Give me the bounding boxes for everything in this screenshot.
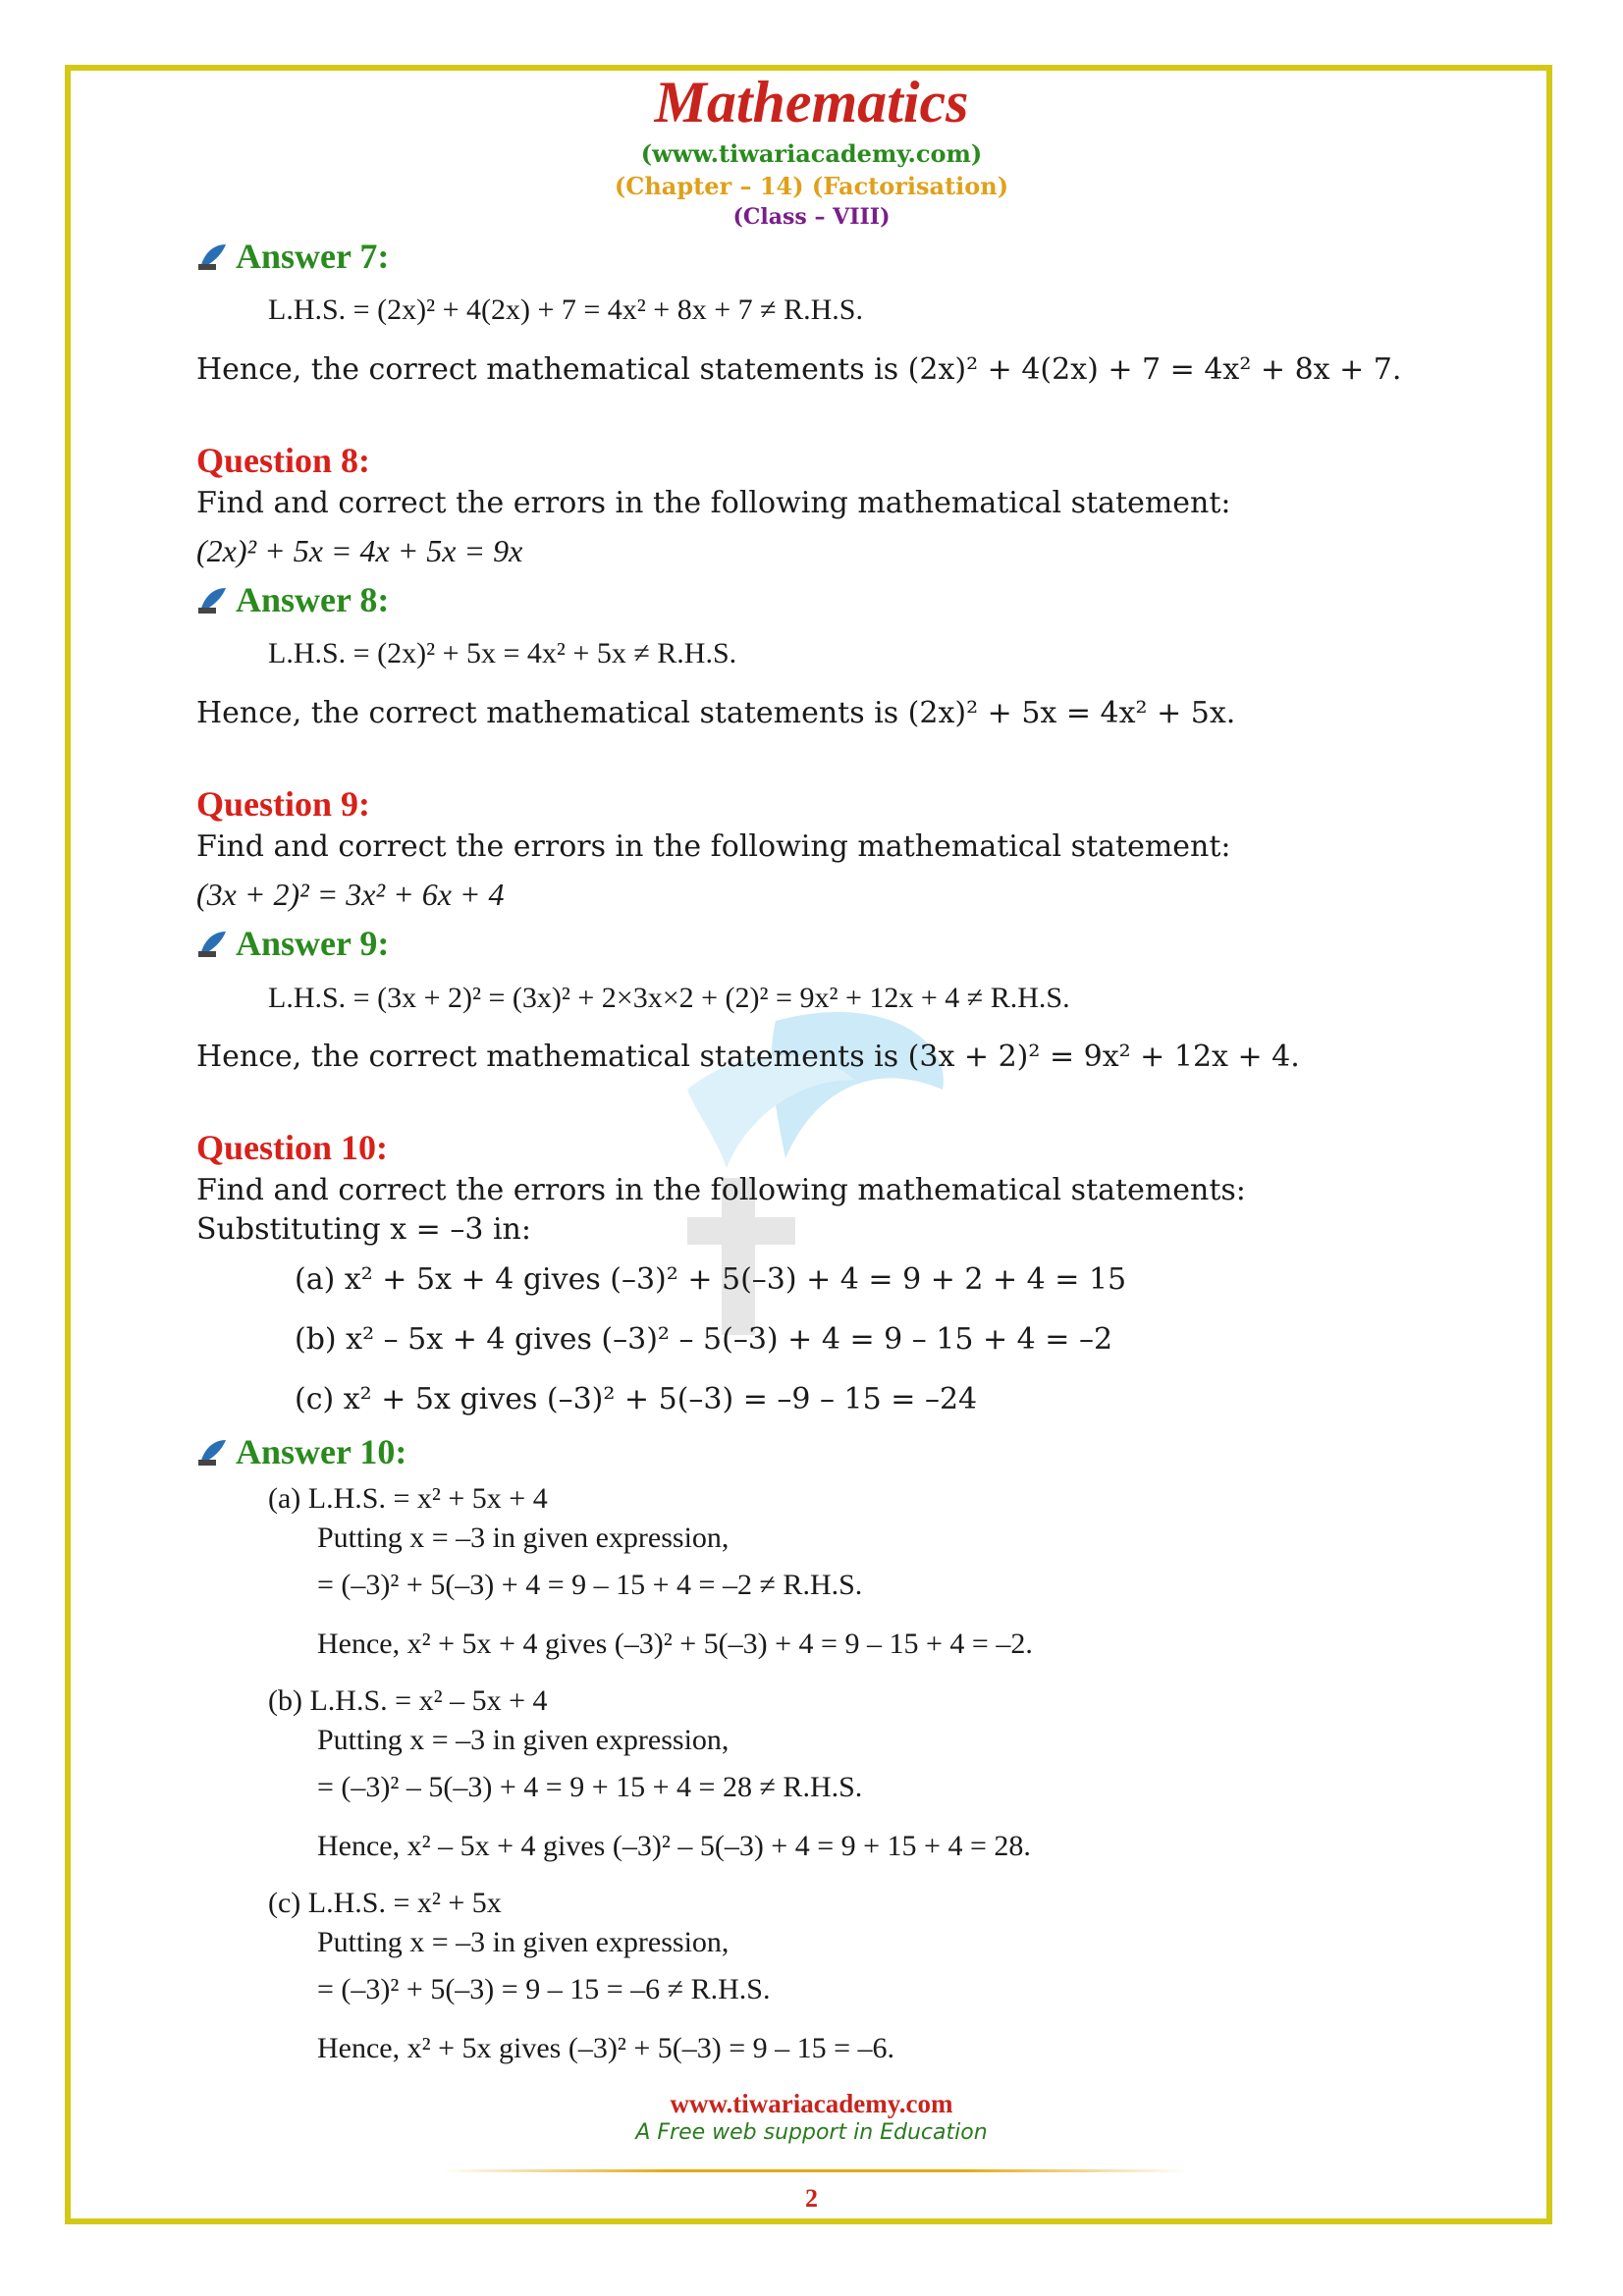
- footer-divider: [442, 2169, 1188, 2172]
- question-9-text: Find and correct the errors in the following mathematical statement:: [196, 829, 1231, 864]
- question-9-heading: Question 9:: [196, 784, 371, 824]
- answer-8-heading: [196, 581, 389, 618]
- answer-10-b-hence: Hence, x² – 5x + 4 gives (–3)² – 5(–3) + 4 = 9 + 15 + 4 = 28.: [317, 1830, 1031, 1862]
- question-8-heading: Question 8:: [196, 441, 371, 480]
- answer-9-heading: [196, 925, 389, 962]
- page-title: Mathematics: [654, 70, 969, 134]
- question-10-part-a: (a) x² + 5x + 4 gives (–3)² + 5(–3) + 4 = 9 + 2 + 4 = 15: [295, 1262, 1127, 1297]
- header-chapter: (Chapter – 14) (Factorisation): [614, 172, 1009, 200]
- answer-10-b-putting: Putting x = –3 in given expression,: [317, 1724, 730, 1756]
- answer-7-heading: [196, 238, 389, 275]
- answer-8-hence: Hence, the correct mathematical statements is (2x)² + 5x = 4x² + 5x.: [196, 696, 1236, 730]
- answer-10-c-putting: Putting x = –3 in given expression,: [317, 1926, 730, 1958]
- header-site: (www.tiwariacademy.com): [640, 139, 983, 168]
- answer-10-c-hence: Hence, x² + 5x gives (–3)² + 5(–3) = 9 – 15 = –6.: [317, 2032, 895, 2064]
- question-10-part-b: (b) x² – 5x + 4 gives (–3)² – 5(–3) + 4 = 9 – 15 + 4 = –2: [295, 1322, 1113, 1357]
- answer-10-b-lhs: (b) L.H.S. = x² – 5x + 4: [268, 1684, 548, 1717]
- question-10-substitution: Substituting x = –3 in:: [196, 1212, 531, 1247]
- answer-10-c-equation: = (–3)² + 5(–3) = 9 – 15 = –6 ≠ R.H.S.: [317, 1973, 771, 2005]
- header-class: (Class – VIII): [732, 204, 891, 230]
- answer-10-heading: [196, 1433, 406, 1470]
- answer-10-a-hence: Hence, x² + 5x + 4 gives (–3)² + 5(–3) + 4 = 9 – 15 + 4 = –2.: [317, 1628, 1033, 1660]
- answer-10-c-lhs: (c) L.H.S. = x² + 5x: [268, 1887, 502, 1919]
- answer-7-hence: Hence, the correct mathematical statements is (2x)² + 4(2x) + 7 = 4x² + 8x + 7.: [196, 352, 1402, 387]
- answer-7-label: Answer 7:: [236, 237, 390, 276]
- answer-10-a-equation: = (–3)² + 5(–3) + 4 = 9 – 15 + 4 = –2 ≠ R.H.S.: [317, 1569, 863, 1601]
- answer-10-a-putting: Putting x = –3 in given expression,: [317, 1522, 730, 1554]
- answer-10-a-lhs: (a) L.H.S. = x² + 5x + 4: [268, 1482, 548, 1515]
- footer-site-link[interactable]: www.tiwariacademy.com: [670, 2089, 953, 2118]
- answer-8-label: Answer 8:: [236, 580, 390, 619]
- answer-7-lhs: L.H.S. = (2x)² + 4(2x) + 7 = 4x² + 8x + 7 ≠ R.H.S.: [268, 294, 863, 326]
- question-8-text: Find and correct the errors in the following mathematical statement:: [196, 486, 1231, 520]
- answer-8-lhs: L.H.S. = (2x)² + 5x = 4x² + 5x ≠ R.H.S.: [268, 637, 737, 669]
- answer-9-hence: Hence, the correct mathematical statements is (3x + 2)² = 9x² + 12x + 4.: [196, 1040, 1300, 1074]
- quill-icon: [196, 241, 228, 271]
- question-10-part-c: (c) x² + 5x gives (–3)² + 5(–3) = –9 – 15 = –24: [295, 1382, 978, 1416]
- answer-10-b-equation: = (–3)² – 5(–3) + 4 = 9 + 15 + 4 = 28 ≠ R.H.S.: [317, 1771, 863, 1803]
- question-9-expr: (3x + 2)² = 3x² + 6x + 4: [196, 877, 505, 912]
- question-8-expr: (2x)² + 5x = 4x + 5x = 9x: [196, 533, 523, 568]
- answer-10-label: Answer 10:: [236, 1432, 407, 1471]
- quill-icon: [196, 585, 228, 614]
- question-10-text: Find and correct the errors in the following mathematical statements:: [196, 1173, 1246, 1207]
- answer-9-label: Answer 9:: [236, 924, 390, 963]
- quill-icon: [196, 1437, 228, 1467]
- question-10-heading: Question 10:: [196, 1128, 389, 1167]
- answer-9-lhs: L.H.S. = (3x + 2)² = (3x)² + 2×3x×2 + (2)² = 9x² + 12x + 4 ≠ R.H.S.: [268, 982, 1070, 1014]
- page-number: 2: [805, 2184, 818, 2213]
- footer-tagline: A Free web support in Education: [635, 2120, 988, 2145]
- quill-icon: [196, 929, 228, 958]
